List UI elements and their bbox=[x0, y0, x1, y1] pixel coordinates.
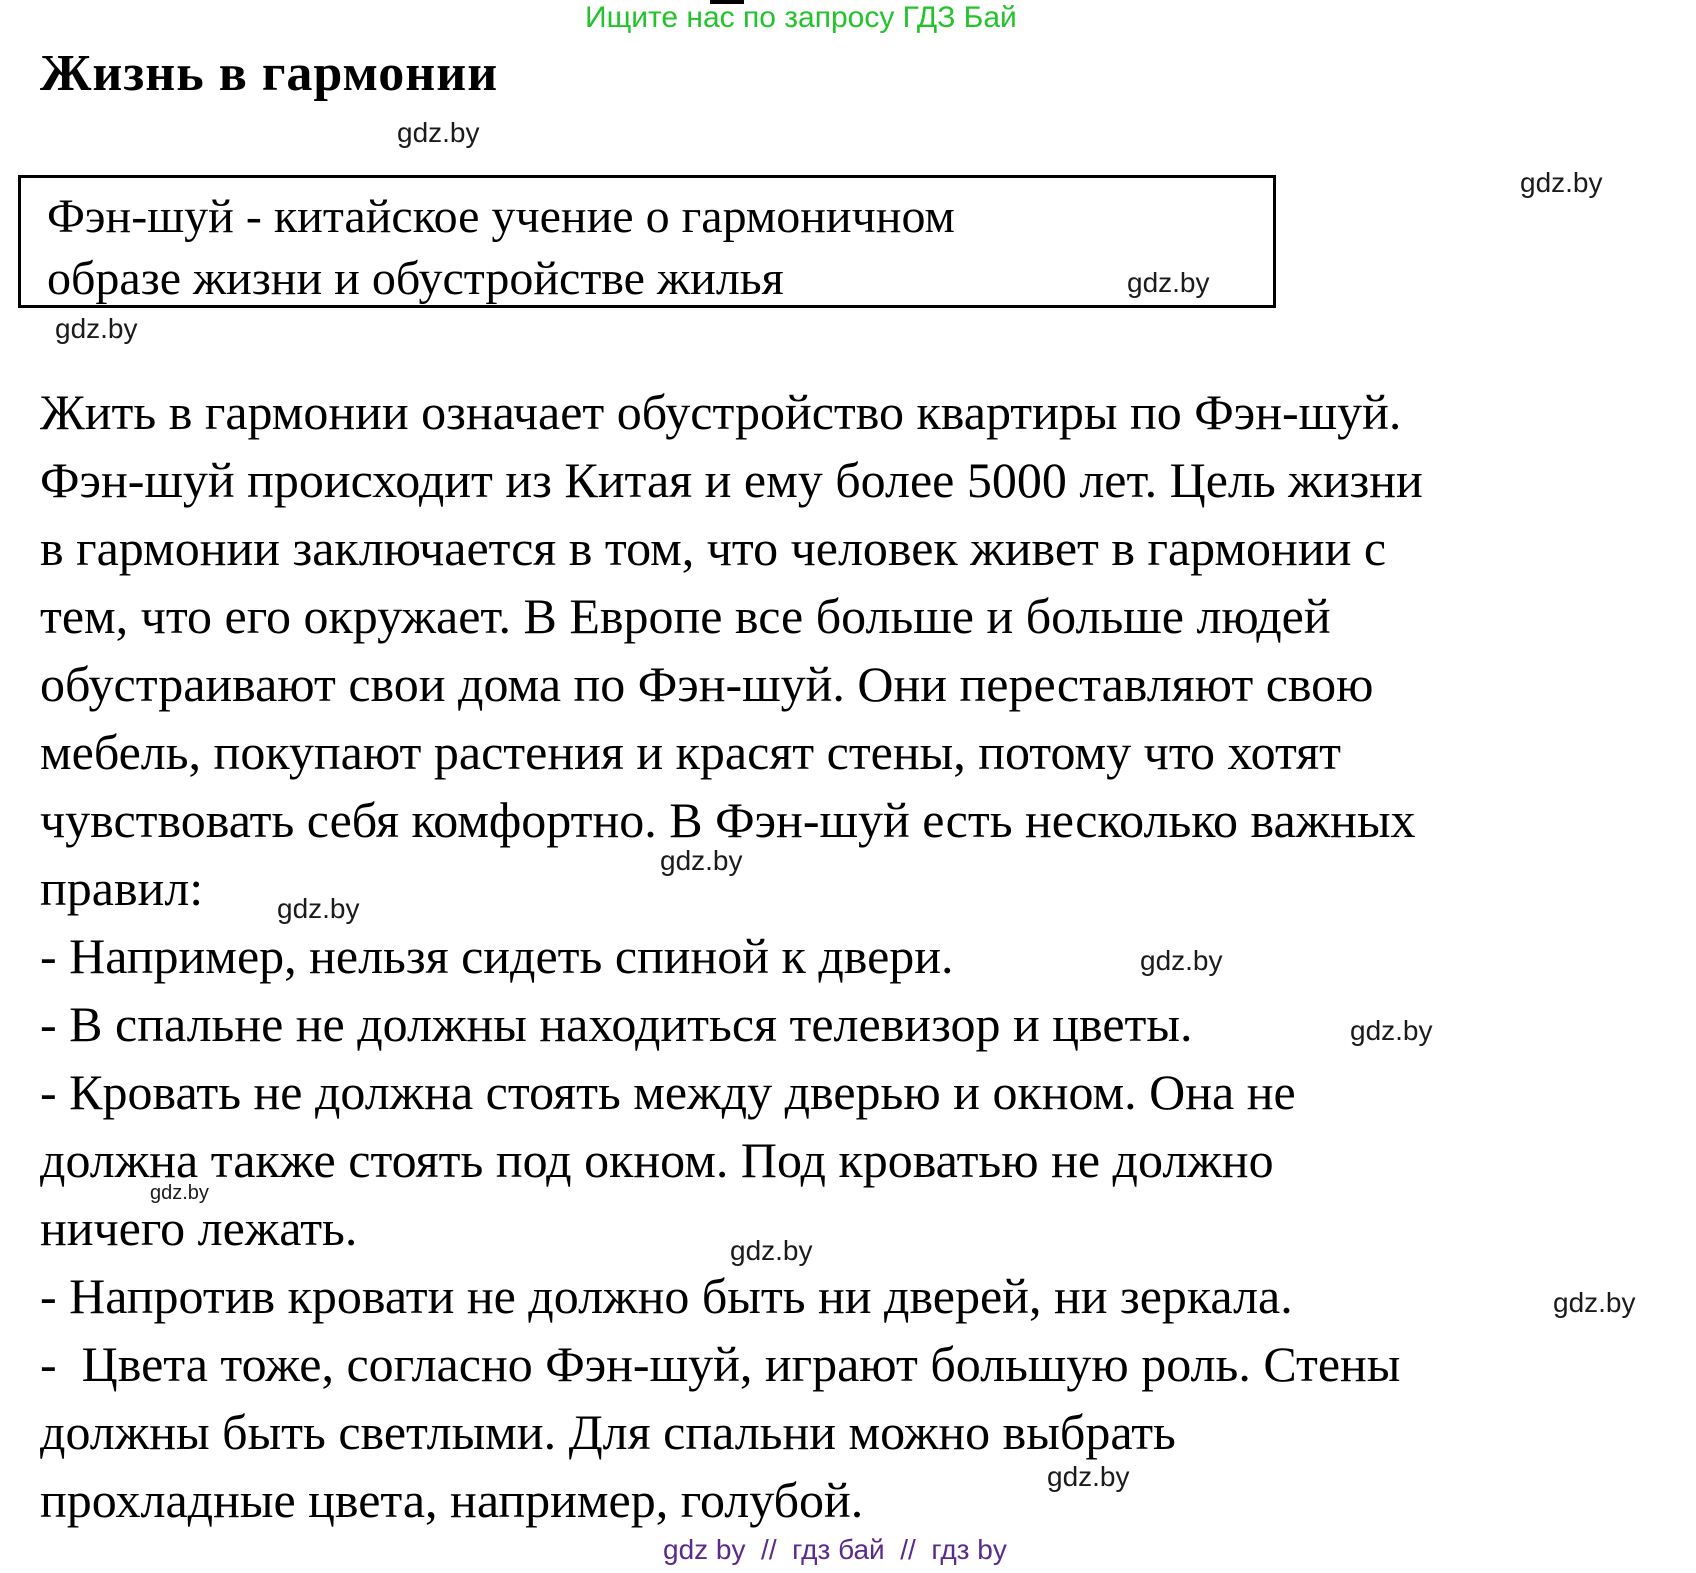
gdz-watermark: gdz.by bbox=[1140, 945, 1223, 976]
gdz-watermark: gdz.by bbox=[1127, 267, 1210, 298]
text-line: должна также стоять под окном. Под кроватью не должно bbox=[40, 1132, 1274, 1188]
text-line: Жить в гармонии означает обустройство квартиры по Фэн-шуй. bbox=[40, 384, 1402, 440]
intro-box-line: образе жизни и обустройстве жилья bbox=[47, 252, 784, 305]
gdz-watermark: gdz.by bbox=[150, 1182, 209, 1204]
gdz-watermark: gdz.by bbox=[1520, 167, 1603, 198]
gdz-watermark: gdz.by bbox=[55, 313, 138, 344]
body-text bbox=[40, 378, 1670, 1534]
intro-box-line: Фэн-шуй - китайское учение о гармоничном bbox=[47, 190, 955, 243]
text-line: - Напротив кровати не должно быть ни дверей, ни зеркала. bbox=[40, 1268, 1293, 1324]
text-line: в гармонии заключается в том, что человек живет в гармонии с bbox=[40, 520, 1387, 576]
text-line: правил: bbox=[40, 860, 204, 916]
text-line: - Кровать не должна стоять между дверью и окном. Она не bbox=[40, 1064, 1296, 1120]
intro-box bbox=[18, 175, 1276, 308]
gdz-watermark: gdz.by bbox=[397, 117, 480, 148]
text-line: - В спальне не должны находиться телевизор и цветы. bbox=[40, 996, 1193, 1052]
text-line: должны быть светлыми. Для спальни можно выбрать bbox=[40, 1404, 1176, 1460]
text-line: тем, что его окружает. В Европе все больше и больше людей bbox=[40, 588, 1331, 644]
text-line: мебель, покупают растения и красят стены, потому что хотят bbox=[40, 724, 1342, 780]
text-line: Фэн-шуй происходит из Китая и ему более 5000 лет. Цель жизни bbox=[40, 452, 1423, 508]
page-title: Жизнь в гармонии bbox=[40, 45, 499, 102]
text-line: - Например, нельзя сидеть спиной к двери. bbox=[40, 928, 954, 984]
text-line: чувствовать себя комфортно. В Фэн-шуй есть несколько важных bbox=[40, 792, 1416, 848]
top-notice: Ищите нас по запросу ГДЗ Бай bbox=[585, 1, 1017, 34]
gdz-watermark: gdz.by bbox=[1553, 1287, 1636, 1318]
gdz-watermark: gdz.by bbox=[277, 893, 360, 924]
footer-links: gdz by // гдз бай // гдз by bbox=[663, 1534, 1007, 1565]
gdz-watermark: gdz.by bbox=[730, 1235, 813, 1266]
gdz-watermark: gdz.by bbox=[1047, 1461, 1130, 1492]
text-line: ничего лежать. bbox=[40, 1200, 358, 1256]
text-line: - Цвета тоже, согласно Фэн-шуй, играют большую роль. Стены bbox=[40, 1336, 1401, 1392]
text-line: обустраивают свои дома по Фэн-шуй. Они переставляют свою bbox=[40, 656, 1374, 712]
gdz-watermark: gdz.by bbox=[660, 845, 743, 876]
gdz-watermark: gdz.by bbox=[1350, 1015, 1433, 1046]
text-line: прохладные цвета, например, голубой. bbox=[40, 1472, 864, 1528]
